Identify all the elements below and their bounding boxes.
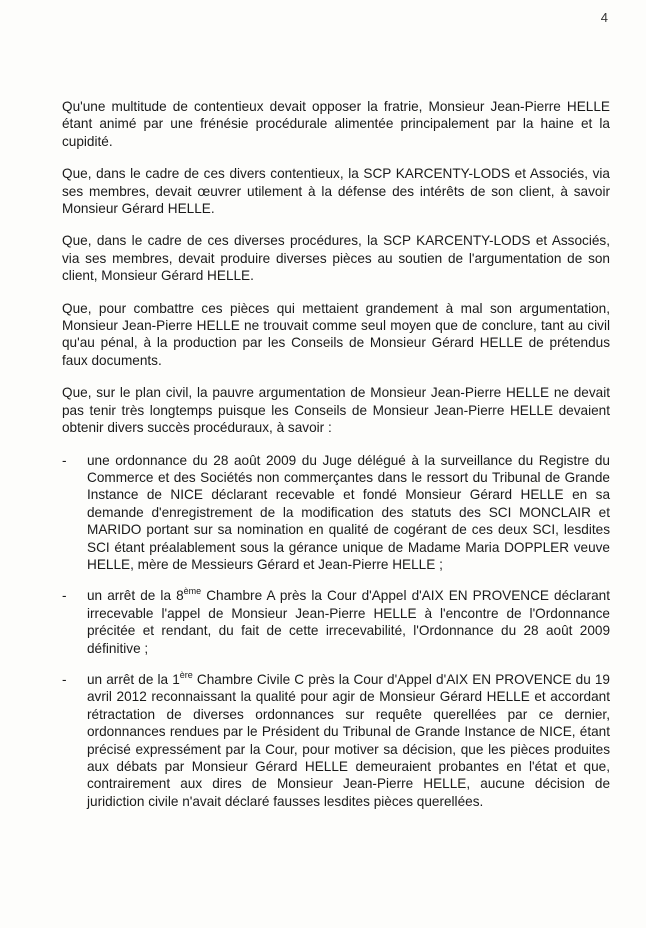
paragraph-procedures: Que, dans le cadre de ces diverses procédures, la SCP KARCENTY-LODS et Associés, via ses membres, devait produire diverses pièces au soutien de l'argumentation de son client, Monsieur Gérard HELLE. <box>62 233 610 284</box>
paragraph-plan-civil: Que, sur le plan civil, la pauvre argumentation de Monsieur Jean-Pierre HELLE ne devait pas tenir très longtemps puisque les Conseils de Monsieur Jean-Pierre HELLE devaient obtenir divers succès procéduraux, à savoir : <box>62 385 610 436</box>
ordinal-suffix: ème <box>183 586 202 597</box>
bullet-dash: - <box>62 452 67 468</box>
list-item-arret-8eme <box>62 587 610 657</box>
list-item-text-end: Chambre Civile C près la Cour d'Appel d'AIX EN PROVENCE du 19 avril 2012 reconnaissant la qualité pour agir de Monsieur Gérard HELLE et accordant rétractation de diverses ordonnances sur requête querellées par ce dernier, ordonnances rendues par le Président du Tribunal de Grande Instance de NICE, étant précisé expressément par la Cour, pour motiver sa décision, que les pièces produites aux débats par Monsieur Gérard HELLE demeuraient probantes en l'état et que, contrairement aux dires de Monsieur Jean-Pierre HELLE, aucune décision de juridiction civile n'avait déclaré fausses lesdites pièces querellées. <box>87 671 610 809</box>
paragraph-fratrie: Qu'une multitude de contentieux devait opposer la fratrie, Monsieur Jean-Pierre HELLE étant animé par une frénésie procédurale alimentée principalement par la haine et la cupidité. <box>62 99 610 149</box>
decisions-list <box>62 452 610 811</box>
bullet-dash: - <box>62 671 67 687</box>
bullet-dash: - <box>62 588 67 604</box>
document-body <box>62 98 610 824</box>
list-item-text: une ordonnance du 28 août 2009 du Juge délégué à la surveillance du Registre du Commerce et des Sociétés non commerçantes dans le ressort du Tribunal de Grande Instance de NICE déclarant recevable et fondé Monsieur Gérard HELLE en sa demande d'enregistrement de la modification des statuts des SCI MONCLAIR et MARIDO portant sur sa nomination en qualité de cogérant de ces deux SCI, lesdites SCI étant préalablement sous la gérance unique de Madame Maria DOPPLER veuve HELLE, mère de Messieurs Gérard et Jean-Pierre HELLE ; <box>87 452 610 572</box>
paragraph-faux-documents: Que, pour combattre ces pièces qui mettaient grandement à mal son argumentation, Monsieur Jean-Pierre HELLE ne trouvait comme seul moyen que de conclure, tant au civil qu'au pénal, à la production par les Conseils de Monsieur Gérard HELLE de prétendus faux documents. <box>62 300 610 368</box>
page-number: 4 <box>600 10 608 25</box>
list-item-arret-1ere <box>62 671 610 810</box>
paragraph-contentieux: Que, dans le cadre de ces divers contentieux, la SCP KARCENTY-LODS et Associés, via ses membres, devait œuvrer utilement à la défense des intérêts de son client, à savoir Monsieur Gérard HELLE. <box>62 166 610 217</box>
ordinal-suffix: ère <box>179 669 193 680</box>
list-item-text-start: un arrêt de la 1 <box>87 671 180 687</box>
list-item-text-start: un arrêt de la 8 <box>87 588 184 604</box>
list-item-ordonnance <box>62 452 610 574</box>
list-item-text-end: Chambre A près la Cour d'Appel d'AIX EN PROVENCE déclarant irrecevable l'appel de Monsieur Jean-Pierre HELLE à l'encontre de l'Ordonnance précitée et rendant, du fait de cette irrecevabilité, l'Ordonnance du 28 août 2009 définitive ; <box>87 588 610 656</box>
